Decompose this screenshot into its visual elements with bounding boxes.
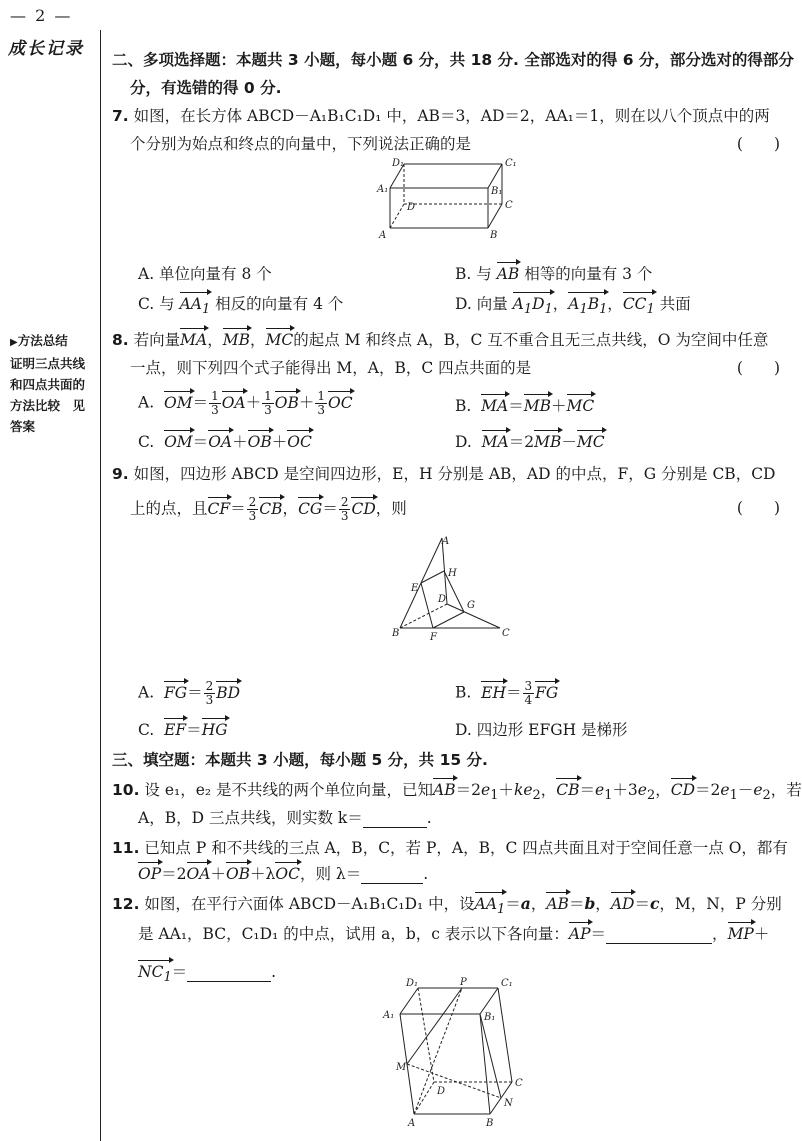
q9-option-b: B. EH＝ $\frac{3}{4}$ FG — [455, 679, 559, 707]
answer-blank[interactable] — [361, 865, 423, 884]
q11-stem-line2: OP＝2OA＋OB＋λOC，则 λ＝ . — [138, 865, 429, 883]
q8-stem: 8. 若向量MA，MB，MC的起点 M 和终点 A，B，C 互不重合且无三点共线，O 为空间中任意 — [112, 331, 769, 349]
label-H: H — [448, 568, 457, 579]
q9-option-c: C. EF＝HG — [138, 721, 228, 739]
label-D1: D₁ — [392, 158, 405, 169]
answer-blank[interactable] — [363, 809, 427, 828]
q8-option-b: B. MA＝MB＋MC — [455, 397, 595, 415]
label-B: B — [486, 1118, 494, 1129]
label-B: B — [490, 230, 498, 241]
q10-stem-line2: A，B，D 三点共线，则实数 k＝ . — [138, 809, 432, 827]
q12-stem: 12. 如图，在平行六面体 ABCD－A₁B₁C₁D₁ 中，设$AA_1=a$，AB＝b，AD＝c，M，N，P 分别 — [112, 894, 782, 918]
label-B1: B₁ — [491, 186, 503, 197]
label-B: B — [392, 628, 400, 639]
q7-cuboid-figure — [374, 154, 524, 240]
q12-stem-line3: $NC_1=$ . — [138, 963, 277, 986]
label-N: N — [504, 1098, 513, 1109]
margin-note — [10, 330, 98, 437]
label-A: A — [442, 536, 450, 547]
page-number: — 2 — — [10, 6, 73, 25]
answer-blank[interactable] — [606, 925, 712, 944]
label-P: P — [460, 977, 467, 988]
triangle-marker-icon: ▶ — [10, 337, 18, 348]
q8-option-a: A. OM＝ $\frac{1}{3}$ OA＋ $\frac{1}{3}$ OB＋ $\frac{1}{3}$ OC — [138, 389, 353, 417]
label-C1: C₁ — [505, 158, 517, 169]
label-C: C — [505, 200, 513, 211]
answer-paren: ( ) — [736, 499, 780, 517]
sidebar-title: 成长记录 — [8, 39, 84, 59]
q7-stem-line2: 个分别为始点和终点的向量中，下列说法正确的是 ( ) — [130, 132, 780, 154]
q9-stem: 9. 如图，四边形 ABCD 是空间四边形，E，H 分别是 AB，AD 的中点，F，G 分别是 CB，CD — [112, 465, 776, 483]
answer-paren: ( ) — [736, 135, 780, 153]
label-C1: C₁ — [501, 978, 513, 989]
q9-tetrahedron-figure — [392, 532, 532, 646]
label-D: D — [437, 1086, 446, 1097]
label-A: A — [379, 230, 387, 241]
q7-stem: 7. 如图，在长方体 ABCD－A₁B₁C₁D₁ 中，AB＝3，AD＝2，AA₁＝1，则在以八个顶点中的两 — [112, 107, 770, 125]
margin-note-line: 和四点共面的 — [10, 377, 86, 392]
label-D: D — [438, 594, 447, 605]
label-E: E — [411, 583, 419, 594]
q7-option-b: B. 与 AB 相等的向量有 3 个 — [455, 265, 653, 283]
section3-title: 三、填空题：本题共 3 小题，每小题 5 分，共 15 分. — [112, 751, 488, 769]
q10-stem: 10. 设 e₁，e₂ 是不共线的两个单位向量，已知$AB=2e_1+ke_2$，$CB=e_1+3e_2$，$CD=2e_1-e_2$，若 — [112, 781, 802, 804]
q9-stem-line2: 上的点，且CF＝ $\frac{2}{3}$ CB，CG＝ $\frac{2}{3}$ CD，则 ( ) — [130, 495, 780, 523]
q12-stem-line2: 是 AA₁，BC，C₁D₁ 的中点，试用 a，b，c 表示以下各向量：AP＝ ，MP＋ — [138, 925, 770, 943]
q9-option-a: A. FG＝ $\frac{2}{3}$ BD — [138, 679, 241, 707]
margin-divider — [100, 30, 101, 1141]
label-D: D — [407, 202, 416, 213]
label-F: F — [430, 632, 437, 643]
q9-option-d: D. 四边形 EFGH 是梯形 — [455, 721, 628, 739]
label-A1: A₁ — [383, 1010, 395, 1021]
label-A1: A₁ — [377, 184, 389, 195]
margin-note-line: 方法总结 — [17, 333, 68, 348]
answer-paren: ( ) — [736, 359, 780, 377]
margin-note-line: 证明三点共线 — [10, 356, 86, 371]
q7-option-a: A. 单位向量有 8 个 — [138, 265, 272, 283]
margin-note-line: 答案 — [10, 419, 36, 434]
q11-stem: 11. 已知点 P 和不共线的三点 A，B，C，若 P，A，B，C 四点共面且对于空间任意一点 O，都有 — [112, 839, 788, 857]
section2-title: 二、多项选择题：本题共 3 小题，每小题 6 分，共 18 分. 全部选对的得 6 分，部分选对的得部分 — [112, 51, 794, 69]
label-M: M — [396, 1062, 407, 1073]
q8-option-c: C. OM＝OA＋OB＋OC — [138, 433, 312, 451]
q7-option-c: C. 与 $AA_1$ 相反的向量有 4 个 — [138, 295, 344, 318]
q8-stem-line2: 一点，则下列四个式子能得出 M，A，B，C 四点共面的是 ( ) — [130, 356, 780, 378]
section2-title-line2: 分，有选错的得 0 分. — [130, 79, 282, 97]
q7-option-d: D. 向量 $A_1D_1$，$A_1B_1$，$CC_1$ 共面 — [455, 295, 691, 318]
label-B1: B₁ — [484, 1012, 496, 1023]
label-G: G — [467, 600, 475, 611]
answer-blank[interactable] — [187, 963, 271, 982]
q12-parallelepiped-figure — [380, 974, 540, 1134]
q8-option-d: D. MA＝2MB－MC — [455, 433, 605, 451]
margin-note-line: 方法比较 见 — [10, 398, 86, 413]
label-C: C — [502, 628, 510, 639]
label-A: A — [408, 1118, 416, 1129]
label-D1: D₁ — [406, 978, 419, 989]
label-C: C — [515, 1078, 523, 1089]
